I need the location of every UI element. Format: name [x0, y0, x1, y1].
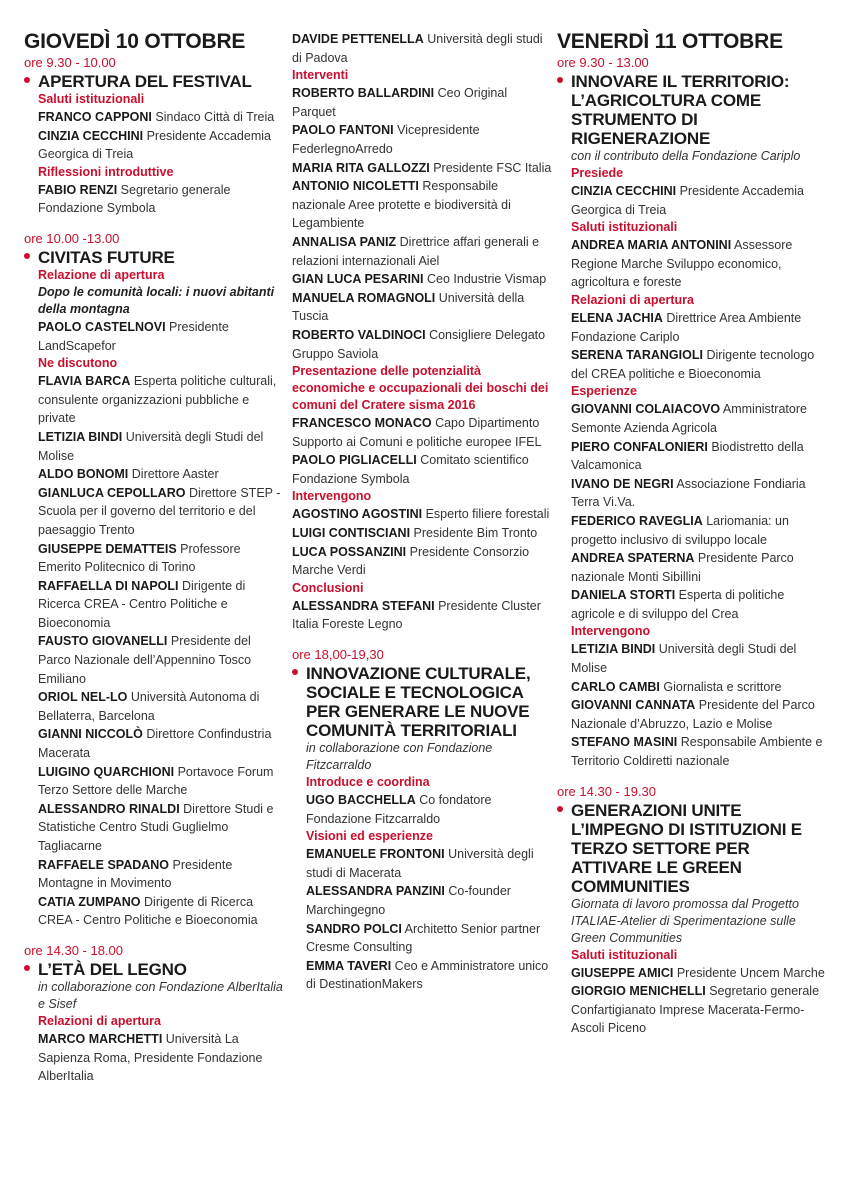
talk-title: Dopo le comunità locali: i nuovi abitanti della montagna [38, 284, 275, 316]
speaker-entry [571, 346, 827, 383]
session-title: CIVITAS FUTURE [38, 247, 175, 267]
session-time: ore 18,00-19,30 [292, 647, 384, 663]
speaker-description: Sindaco Città di Treia [155, 110, 275, 124]
speaker-name: FLAVIA BARCA [38, 374, 131, 389]
session-title: APERTURA DEL FESTIVAL [38, 72, 252, 91]
speaker-name: RAFFAELE SPADANO [38, 857, 170, 872]
speaker-description: Presidente Parco nazionale Monti Sibillini [571, 551, 794, 584]
speaker-name: ALESSANDRA STEFANI [292, 598, 435, 613]
speaker-name: LUCA POSSANZINI [292, 544, 407, 559]
session-subtitle: con il contributo della Fondazione Cariplo [571, 149, 801, 163]
speaker-name: EMANUELE FRONTONI [306, 847, 445, 862]
speaker-name: ALESSANDRA PANZINI [306, 884, 445, 899]
speaker-name: PAOLO PIGLIACELLI [292, 453, 417, 468]
session-time: ore 10.00 -13.00 [24, 230, 120, 246]
section-label: Interventi [292, 68, 349, 83]
speaker-name: GIUSEPPE AMICI [571, 965, 674, 980]
speaker-entry [38, 540, 286, 577]
section-label: Conclusioni [292, 580, 364, 595]
speaker-description: Co-founder Marchingegno [306, 884, 511, 917]
speaker-description: Assessore Regione Marche Sviluppo economico, agricoltura e foreste [571, 238, 793, 290]
session [557, 801, 827, 1038]
speaker-name: ANNALISA PANIZ [292, 234, 397, 249]
bullet-icon [24, 77, 30, 83]
section-label: Riflessioni introduttive [38, 164, 174, 179]
column-2 [292, 30, 554, 1006]
speaker-name: ORIOL NEL-LO [38, 690, 128, 705]
speaker-name: CINZIA CECCHINI [571, 184, 677, 198]
speaker-entry [38, 632, 286, 688]
speaker-name: RAFFAELLA DI NAPOLI [38, 578, 179, 593]
bullet-icon [557, 77, 563, 83]
speaker-name: FABIO RENZI [38, 182, 118, 197]
session-subtitle: in collaborazione con Fondazione Fitzcarraldo [306, 741, 493, 773]
section-label: Intervengono [292, 489, 372, 504]
speaker-entry [292, 159, 554, 178]
speaker-entry [306, 845, 554, 882]
speaker-entry [292, 597, 554, 634]
program-block [292, 646, 554, 994]
speaker-name: FRANCESCO MONACO [292, 416, 432, 431]
speaker-entry [38, 856, 286, 893]
speaker-description: Presidente Montagne in Movimento [38, 857, 233, 891]
session [24, 72, 286, 218]
speaker-entry [306, 882, 554, 919]
speaker-description: Co fondatore Fondazione Fitzcarraldo [306, 793, 492, 826]
speaker-entry [571, 400, 827, 437]
speaker-description: Ceo Original Parquet [292, 86, 508, 119]
speaker-name: GIOVANNI COLAIACOVO [571, 402, 721, 417]
speaker-entry [571, 964, 827, 983]
section-label: Saluti istituzionali [571, 947, 678, 962]
speaker-entry [306, 791, 554, 828]
speaker-name: ALESSANDRO RINALDI [38, 801, 180, 816]
speaker-description: Presidente FSC Italia [433, 160, 552, 175]
speaker-description: Esperto filiere forestali [425, 507, 550, 522]
speaker-name: ROBERTO BALLARDINI [292, 86, 435, 101]
speaker-entry [38, 763, 286, 800]
session [24, 960, 286, 1086]
section-label: Intervengono [571, 624, 651, 639]
speaker-description: Biodistretto della Valcamonica [571, 439, 804, 473]
speaker-entry [292, 270, 554, 289]
speaker-description: Direttore Aaster [131, 467, 219, 482]
day-heading: GIOVEDÌ 10 OTTOBRE [24, 30, 246, 53]
speaker-entry [292, 289, 554, 326]
speaker-name: SERENA TARANGIOLI [571, 348, 703, 363]
speaker-name: UGO BACCHELLA [306, 793, 416, 808]
section-label: Relazioni di apertura [571, 292, 694, 307]
speaker-entry [292, 84, 554, 121]
speaker-name: IVANO DE NEGRI [571, 476, 674, 491]
speaker-description: Presidente Accademia Georgica di Treia [571, 184, 804, 217]
speaker-description: Associazione Fondiaria Terra Vi.Va. [571, 476, 806, 510]
speaker-entry [292, 30, 554, 67]
speaker-name: CARLO CAMBI [571, 679, 660, 694]
section-label: Presiede [571, 166, 624, 180]
speaker-entry [571, 438, 827, 475]
program-block [24, 942, 286, 1086]
speaker-entry [38, 577, 286, 633]
speaker-description: Giornalista e scrittore [663, 679, 782, 694]
speaker-entry [571, 309, 827, 346]
session-title: L’ETÀ DEL LEGNO [38, 959, 187, 979]
speaker-name: DANIELA STORTI [571, 588, 676, 603]
section-label: Presentazione delle potenzialità economiche e occupazionali dei boschi dei comuni del Cratere sisma 2016 [292, 364, 549, 413]
speaker-name: LETIZIA BINDI [571, 642, 656, 657]
speaker-description: Responsabile Ambiente e Territorio Coldiretti nazionale [571, 735, 823, 769]
session [557, 72, 827, 771]
speaker-entry [38, 893, 286, 930]
speaker-description: Presidente Accademia Georgica di Treia [38, 128, 271, 162]
program-block [24, 30, 286, 218]
speaker-description: Università degli Studi del Molise [38, 429, 264, 463]
speaker-entry [292, 326, 554, 363]
session-title: GENERAZIONI UNITE L’IMPEGNO DI ISTITUZIONI E TERZO SETTORE PER ATTIVARE LE GREEN COMMUNITIES [571, 800, 802, 896]
speaker-entry [38, 108, 286, 127]
session-time: ore 14.30 - 18.00 [24, 942, 124, 958]
speaker-entry [292, 121, 554, 158]
speaker-name: GIORGIO MENICHELLI [571, 984, 706, 999]
program-block [557, 783, 827, 1038]
speaker-description: Comitato scientifico Fondazione Symbola [292, 453, 529, 486]
speaker-entry [38, 725, 286, 762]
bullet-icon [292, 669, 298, 675]
speaker-description: Ceo Industrie Vismap [426, 272, 547, 287]
speaker-entry [571, 733, 827, 770]
speaker-description: Vicepresidente FederlegnoArredo [292, 123, 480, 156]
speaker-entry [571, 696, 827, 733]
speaker-name: LETIZIA BINDI [38, 429, 123, 444]
speaker-description: Architetto Senior partner Cresme Consulting [306, 921, 541, 955]
speaker-name: PAOLO FANTONI [292, 123, 394, 138]
speaker-description: Direttore Confindustria Macerata [38, 727, 272, 761]
section-label: Esperienze [571, 384, 638, 399]
speaker-name: LUIGINO QUARCHIONI [38, 764, 175, 779]
speaker-entry [38, 181, 286, 218]
column-1 [24, 30, 286, 1098]
speaker-entry [571, 586, 827, 623]
speaker-name: FRANCO CAPPONI [38, 110, 152, 124]
speaker-description: Università degli Studi del Molise [571, 642, 797, 676]
session-subtitle: in collaborazione con Fondazione AlberItalia e Sisef [38, 979, 283, 1011]
speaker-description: Presidente Cluster Italia Foreste Legno [292, 598, 541, 632]
speaker-entry [571, 678, 827, 697]
section-label: Visioni ed esperienze [306, 829, 433, 844]
section-label: Relazione di apertura [38, 267, 165, 282]
speaker-entry [38, 1030, 286, 1086]
speaker-entry [292, 233, 554, 270]
speaker-entry [292, 524, 554, 543]
speaker-entry [306, 957, 554, 994]
speaker-description: Segretario generale Fondazione Symbola [38, 182, 231, 216]
speaker-name: MARCO MARCHETTI [38, 1031, 163, 1046]
bullet-icon [557, 806, 563, 812]
speaker-description: Portavoce Forum Terzo Settore delle Marche [38, 764, 274, 798]
speaker-description: Direttore STEP - Scuola per il governo del territorio e del paesaggio Trento [38, 485, 281, 537]
speaker-name: GIANLUCA CEPOLLARO [38, 485, 186, 500]
speaker-name: LUIGI CONTISCIANI [292, 526, 411, 541]
speaker-description: Presidente Consorzio Marche Verdi [292, 544, 530, 578]
session-time: ore 9.30 - 10.00 [24, 55, 116, 70]
section-label: Introduce e coordina [306, 775, 430, 790]
speaker-name: GIOVANNI CANNATA [571, 698, 696, 713]
speaker-description: Esperta di politiche agricole e di sviluppo del Crea [571, 588, 785, 621]
program-block [292, 30, 554, 634]
speaker-description: Esperta politiche culturali, consulente organizzazioni pubbliche e private [38, 374, 277, 426]
session-title: INNOVAZIONE CULTURALE, SOCIALE E TECNOLOGICA PER GENERARE LE NUOVE COMUNITÀ TERRITORIALI [306, 664, 531, 741]
speaker-entry [571, 236, 827, 292]
speaker-name: ANDREA SPATERNA [571, 551, 695, 566]
day-heading: VENERDÌ 11 OTTOBRE [557, 30, 783, 53]
speaker-name: CINZIA CECCHINI [38, 128, 144, 143]
speaker-description: Responsabile nazionale Aree protette e biodiversità di Legambiente [292, 179, 511, 231]
speaker-entry [571, 982, 827, 1038]
speaker-name: AGOSTINO AGOSTINI [292, 507, 423, 522]
speaker-name: FAUSTO GIOVANELLI [38, 634, 168, 649]
program-block [24, 230, 286, 930]
bullet-icon [24, 253, 30, 259]
speaker-description: Direttrice affari generali e relazioni internazionali Aiel [292, 234, 540, 268]
speaker-name: FEDERICO RAVEGLIA [571, 513, 703, 528]
speaker-entry [38, 688, 286, 725]
speaker-description: Presidente del Parco Nazionale d’Abruzzo, Lazio e Molise [571, 698, 815, 731]
speaker-name: ANTONIO NICOLETTI [292, 179, 419, 194]
speaker-description: Professore Emerito Politecnico di Torino [38, 541, 241, 575]
speaker-description: Dirigente di Ricerca CREA - Centro Politiche e Bioeconomia [38, 578, 246, 630]
column-3 [557, 30, 827, 1050]
speaker-entry [38, 428, 286, 465]
speaker-name: STEFANO MASINI [571, 735, 678, 750]
speaker-name: PIERO CONFALONIERI [571, 439, 708, 454]
speaker-description: Dirigente di Ricerca CREA - Centro Politiche e Bioeconomia [38, 894, 258, 928]
session-time: ore 9.30 - 13.00 [557, 55, 649, 70]
speaker-entry [292, 543, 554, 580]
speaker-description: Lariomania: un progetto inclusivo di sviluppo locale [571, 513, 789, 547]
speaker-entry [292, 451, 554, 488]
speaker-entry [571, 512, 827, 549]
speaker-description: Presidente LandScapefor [38, 319, 229, 353]
speaker-description: Consigliere Delegato Gruppo Saviola [292, 327, 546, 361]
speaker-description: Ceo e Amministratore unico di DestinationMakers [306, 958, 549, 992]
speaker-name: PAOLO CASTELNOVI [38, 319, 166, 334]
section-label: Ne discutono [38, 356, 118, 371]
section-label: Relazioni di apertura [38, 1013, 161, 1028]
speaker-entry [38, 484, 286, 540]
speaker-entry [292, 177, 554, 233]
speaker-name: EMMA TAVERI [306, 958, 392, 973]
speaker-description: Università La Sapienza Roma, Presidente Fondazione AlberItalia [38, 1031, 263, 1084]
speaker-description: Segretario generale Confartigianato Imprese Macerata-Fermo-Ascoli Piceno [571, 984, 820, 1036]
speaker-name: GIUSEPPE DEMATTEIS [38, 541, 177, 556]
session [292, 664, 554, 994]
speaker-entry [306, 920, 554, 957]
speaker-description: Direttrice Area Ambiente Fondazione Cariplo [571, 310, 802, 344]
speaker-name: ROBERTO VALDINOCI [292, 327, 426, 342]
speaker-description: Università della Tuscia [292, 290, 525, 324]
session-time: ore 14.30 - 19.30 [557, 783, 657, 799]
speaker-name: DAVIDE PETTENELLA [292, 32, 424, 46]
speaker-description: Presidente Uncem Marche [676, 965, 825, 980]
speaker-description: Presidente del Parco Nazionale dell’Appennino Tosco Emiliano [38, 634, 252, 686]
speaker-entry [38, 372, 286, 428]
speaker-entry [292, 414, 554, 451]
speaker-name: GIAN LUCA PESARINI [292, 272, 424, 287]
session-subtitle: Giornata di lavoro promossa dal Progetto ITALIAE-Atelier di Sperimentazione sulle Green Communities [571, 896, 799, 945]
speaker-name: MARIA RITA GALLOZZI [292, 160, 430, 175]
session-title: INNOVARE IL TERRITORIO: L’AGRICOLTURA COME STRUMENTO DI RIGENERAZIONE [571, 72, 790, 148]
speaker-entry [38, 800, 286, 856]
bullet-icon [24, 965, 30, 971]
speaker-entry [571, 475, 827, 512]
speaker-entry [292, 505, 554, 524]
speaker-entry [571, 640, 827, 677]
speaker-description: Università degli studi di Macerata [306, 847, 534, 880]
speaker-name: MANUELA ROMAGNOLI [292, 290, 436, 305]
speaker-description: Università Autonoma di Bellaterra, Barcelona [38, 690, 260, 723]
section-label: Saluti istituzionali [571, 220, 678, 235]
speaker-name: CATIA ZUMPANO [38, 894, 141, 909]
speaker-name: SANDRO POLCI [306, 921, 402, 936]
speaker-entry [38, 318, 286, 355]
speaker-name: ALDO BONOMI [38, 467, 129, 482]
program-block [557, 30, 827, 771]
speaker-name: ELENA JACHIA [571, 310, 663, 325]
session [24, 248, 286, 930]
speaker-description: Presidente Bim Tronto [413, 526, 538, 541]
section-label: Saluti istituzionali [38, 92, 145, 106]
speaker-description: Dirigente tecnologo del CREA politiche e Bioeconomia [571, 348, 815, 381]
speaker-name: GIANNI NICCOLÒ [38, 727, 143, 742]
speaker-name: ANDREA MARIA ANTONINI [571, 238, 732, 253]
speaker-entry [571, 549, 827, 586]
speaker-entry [38, 465, 286, 484]
speaker-entry [571, 182, 827, 219]
speaker-entry [38, 127, 286, 164]
speaker-description: Direttore Studi e Statistiche Centro Studi Guglielmo Tagliacarne [38, 801, 274, 853]
speaker-description: Amministratore Semonte Azienda Agricola [571, 402, 807, 435]
speaker-description: Università degli studi di Padova [292, 32, 543, 65]
speaker-description: Capo Dipartimento Supporto ai Comuni e politiche europee IFEL [292, 416, 542, 449]
